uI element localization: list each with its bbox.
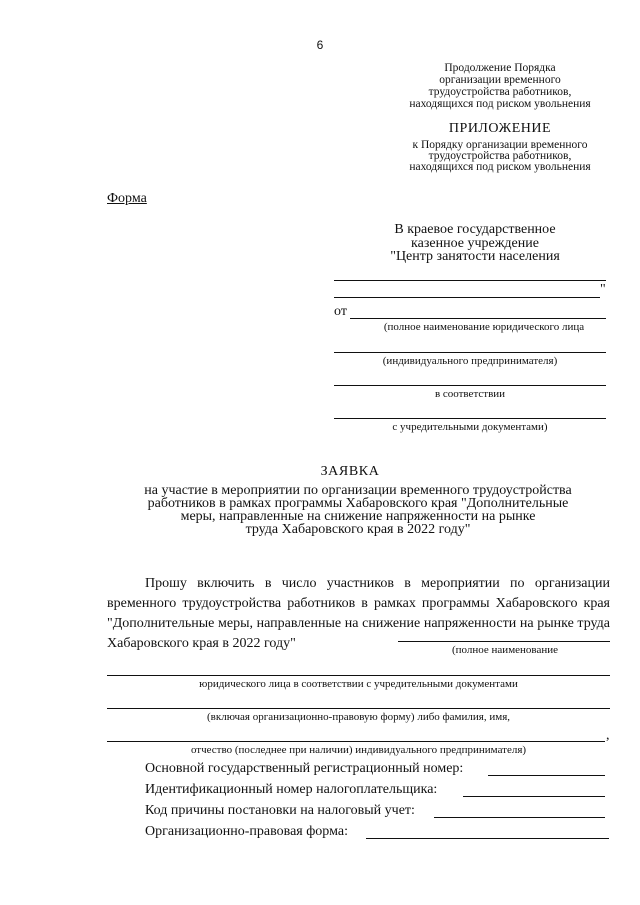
kpp-label: Код причины постановки на налоговый учет: [145,803,415,818]
from-caption-1: (полное наименование юридического лица [383,321,585,333]
body-caption-4: отчество (последнее при наличии) индивидуального предпринимателя) [190,744,527,756]
continuation-line-4: находящихся под риском увольнения [409,98,591,110]
appendix-line-3: находящихся под риском увольнения [409,161,591,173]
name-blank-line-2 [107,675,610,676]
subtitle-line-2: работников в рамках программы Хабаровского края "Дополнительные [147,496,569,511]
ogrn-label: Основной государственный регистрационный номер: [145,761,464,776]
inn-field[interactable] [463,796,605,797]
name-blank-line [398,641,610,642]
addressee-line-1: В краевое государственное [394,222,556,237]
addressee-blank-line-2 [334,297,600,298]
subtitle-line-4: труда Хабаровского края в 2022 году" [245,522,471,537]
document-title: ЗАЯВКА [320,464,380,479]
page-number: 6 [316,38,324,52]
form-label: Форма [107,191,147,206]
from-blank-line [350,318,606,319]
subtitle-line-1: на участие в мероприятии по организации временного трудоустройства [144,483,572,498]
appendix-title: ПРИЛОЖЕНИЕ [448,121,552,136]
body-caption-2: юридического лица в соответствии с учредительными документами [199,678,518,690]
from-label: от [334,304,347,319]
addressee-line-2: казенное учреждение [411,236,539,251]
continuation-line-1: Продолжение Порядка [444,62,556,74]
from-blank-line-2 [334,352,606,353]
from-caption-2: (индивидуального предпринимателя) [382,355,558,367]
subtitle-line-3: меры, направленные на снижение напряженности на рынке [180,509,536,524]
from-caption-3: в соответствии [434,388,506,400]
from-blank-line-4 [334,418,606,419]
continuation-line-3: трудоустройства работников, [428,86,572,98]
name-blank-line-3 [107,708,610,709]
appendix-line-2: трудоустройства работников, [428,150,572,162]
inn-label: Идентификационный номер налогоплательщика: [145,782,438,797]
legal-form-label: Организационно-правовая форма: [145,824,348,839]
from-caption-4: с учредительными документами) [392,421,548,433]
addressee-blank-line [334,280,606,281]
request-paragraph: Прошу включить в число участников в мероприятии по организации временного трудоустройства работников в рамках программы Хабаровского края "Дополнительные меры, направленные на снижение напряженности на рынке труда Хабаровского края в 2022 году" [107,576,610,651]
continuation-line-2: организации временного [439,74,561,86]
name-blank-line-4 [107,741,605,742]
body-caption-1: (полное наименование [451,644,559,656]
ogrn-field[interactable] [488,775,605,776]
body-caption-3: (включая организационно-правовую форму) либо фамилия, имя, [207,711,510,723]
from-blank-line-3 [334,385,606,386]
appendix-line-1: к Порядку организации временного [412,139,588,151]
addressee-line-3: "Центр занятости населения [390,249,560,264]
kpp-field[interactable] [434,817,605,818]
legal-form-field[interactable] [366,838,609,839]
closing-quote: " [600,282,606,297]
comma-mark: , [606,728,610,743]
